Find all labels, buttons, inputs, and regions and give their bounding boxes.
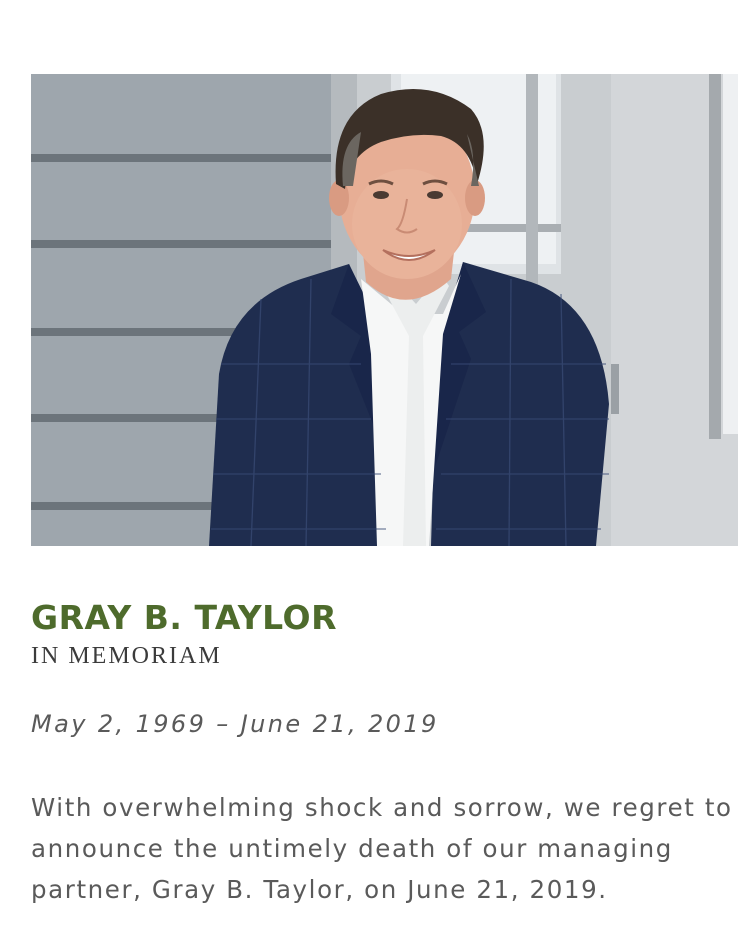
life-dates: May 2, 1969 – June 21, 2019 — [31, 710, 439, 738]
memorial-portrait-photo — [31, 74, 738, 546]
person-name-heading: GRAY B. TAYLOR — [31, 598, 337, 637]
portrait-illustration — [31, 74, 738, 546]
memorial-announcement-text: With overwhelming shock and sorrow, we regret to announce the untimely death of our managing partner, Gray B. Taylor, on June 21, 2019. — [31, 793, 733, 904]
in-memoriam-subtitle: IN MEMORIAM — [31, 643, 222, 669]
